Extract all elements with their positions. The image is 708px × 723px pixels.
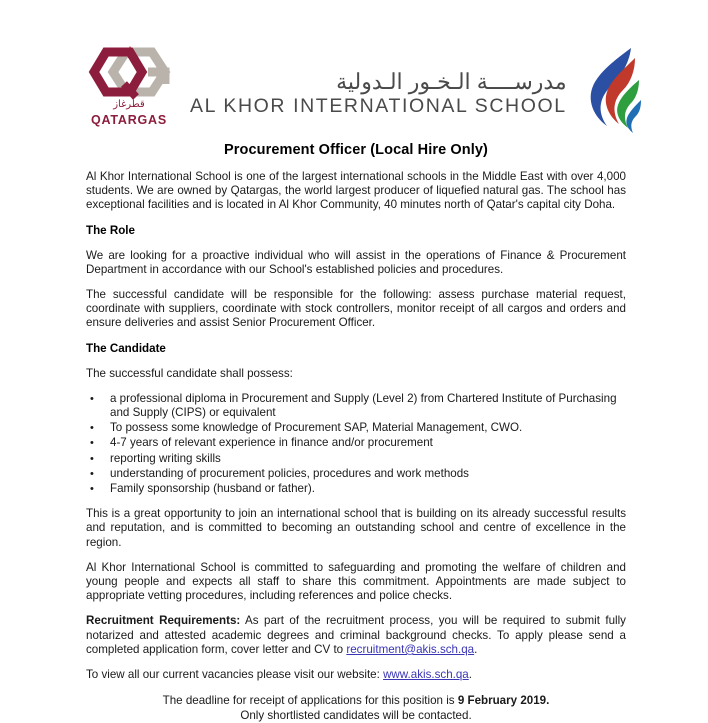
multicolor-flame-logo-icon [585,46,647,134]
section-heading-role: The Role [86,223,135,237]
intro-paragraph: Al Khor International School is one of the largest international schools in the Middle East with over 4,000 students. We are owned by Qatargas, the world largest producer of liquefied natural gas. The school has exceptional facilities and is located in Al Khor Community, 40 minutes north of Qatar's capital city Doha. [86,170,626,212]
vacancies-website-link[interactable]: www.akis.sch.qa [383,668,469,682]
list-item: • To possess some knowledge of Procurement SAP, Material Management, CWO. [86,421,626,435]
recruitment-requirements-label: Recruitment Requirements: [86,614,241,628]
recruitment-email-link[interactable]: recruitment@akis.sch.qa [346,642,475,656]
qatargas-hexagon-qg-monogram-icon [86,44,172,100]
candidate-requirements-list [86,392,626,496]
deadline-text: The deadline for receipt of applications for this position is [162,694,458,708]
deadline-line [86,694,626,709]
school-english-name: AL KHOR INTERNATIONAL SCHOOL [190,95,567,118]
school-arabic-name: مدرســــة الـخـور الـدولية [336,69,567,95]
school-flame-logo [585,46,647,134]
opportunity-paragraph: This is a great opportunity to join an international school that is building on its already successful results and reputation, and is committed to becoming an outstanding school and centre of excellence in the region. [86,507,626,549]
safeguarding-paragraph: Al Khor International School is committed to safeguarding and promoting the welfare of children and young people and expects all staff to share this commitment. Appointments are made subject to appropriate vetting procedures, including references and police checks. [86,560,626,603]
list-item: • reporting writing skills [86,452,626,466]
role-paragraph-2: The successful candidate will be responsible for the following: assess purchase material request, coordinate with suppliers, coordinate with stock controllers, monitor receipt of all cargos and orders and ensure deliveries and assist Senior Procurement Officer. [86,288,626,330]
list-item: • a professional diploma in Procurement and Supply (Level 2) from Chartered Institute of Purchasing and Supply (CIPS) or equivalent [86,392,626,420]
vacancies-paragraph [86,668,626,682]
recruitment-requirements-paragraph [86,614,626,657]
closing-block [86,694,626,723]
vacancies-text-end: . [468,668,472,682]
document-header [86,42,628,138]
document-body [86,142,626,723]
recruitment-requirements-text: As part of the recruitment process, you will be required to submit fully notarized and attested academic degrees and criminal background checks. To apply please send a completed application form, cover letter and CV to [86,614,626,656]
deadline-date: 9 February 2019. [457,694,550,708]
shortlist-note: Only shortlisted candidates will be contacted. [240,708,472,722]
recruitment-requirements-text-end: . [474,642,478,656]
vacancies-text: To view all our current vacancies please visit our website: [86,668,384,682]
page-title: Procurement Officer (Local Hire Only) [224,142,488,158]
list-item: • Family sponsorship (husband or father). [86,482,626,496]
qatargas-arabic-name: قطرغاز [113,99,145,110]
candidate-intro: The successful candidate shall possess: [86,366,293,380]
school-name-block [190,69,573,119]
role-paragraph-1: We are looking for a proactive individual who will assist in the operations of Finance & Procurement Department in accordance with our School's established policies and procedures. [86,248,626,276]
section-heading-candidate: The Candidate [86,341,166,355]
qatargas-logo [86,44,172,136]
qatargas-english-name: QATARGAS [90,113,168,127]
list-item: • understanding of procurement policies, procedures and work methods [86,467,626,481]
list-item: • 4-7 years of relevant experience in finance and/or procurement [86,436,626,450]
